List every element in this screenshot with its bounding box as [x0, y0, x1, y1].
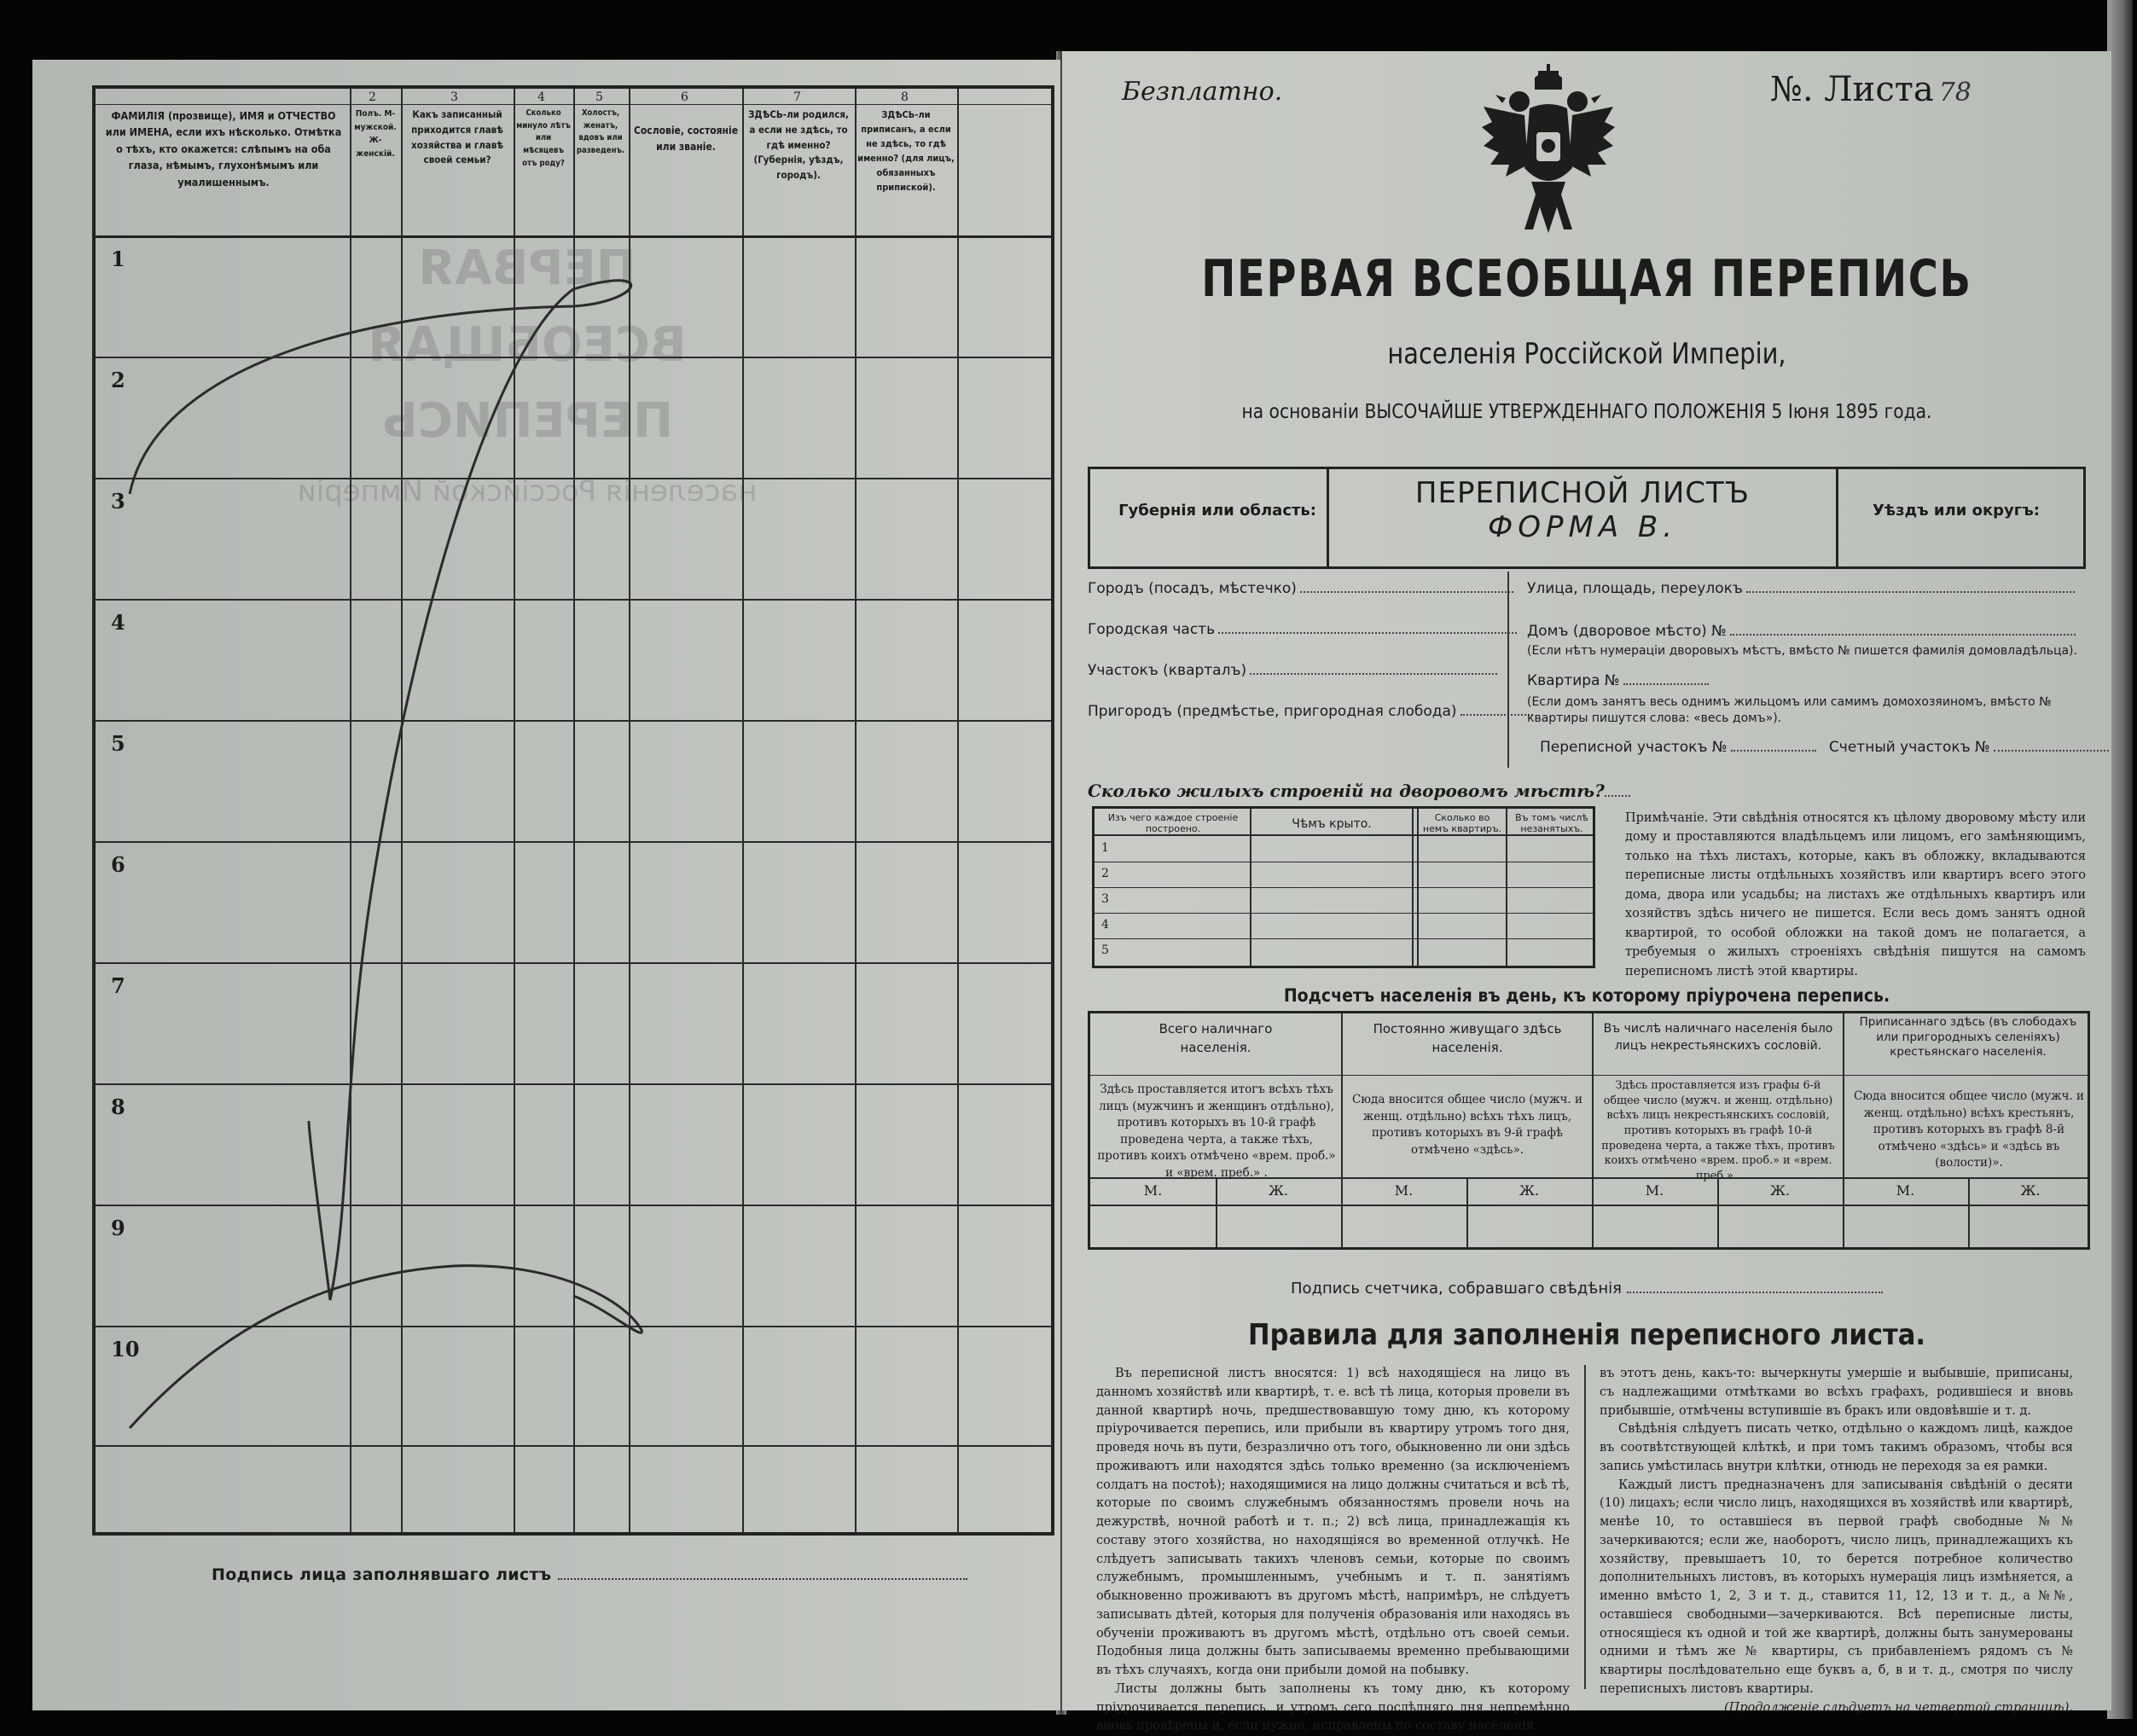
- population-count-title: Подсчетъ населенія въ день, къ которому пріурочена перепись.: [1283, 985, 1890, 1006]
- col-header-sex: Полъ. М-мужской. Ж-женскій.: [354, 109, 397, 159]
- row-number: 9: [111, 1216, 125, 1240]
- bld-header-vacant: Въ томъ числѣ незанятыхъ.: [1515, 812, 1588, 835]
- row-number: 6: [111, 852, 125, 877]
- cancellation-stroke: [96, 89, 1058, 1539]
- uezd-label: Уѣздъ или округъ:: [1873, 502, 2040, 520]
- city-field: [1088, 580, 1513, 597]
- rules-paragraph: Свѣдѣнія слѣдуетъ писать четко, отдѣльно о каждомъ лицѣ, каждое въ соотвѣтствующей клѣткѣ, и при томъ такимъ образомъ, чтобы вся запись умѣстилась внутри клѣтки, отнюдь не переходя за ея рамки.: [1600, 1422, 2073, 1473]
- buildings-question-text: Сколько жилыхъ строеній на дворовомъ мѣстѣ?: [1088, 781, 1605, 801]
- address-divider: [1507, 572, 1509, 768]
- right-page: [1062, 51, 2111, 1733]
- row-number: 2: [111, 368, 125, 392]
- city-label: Городъ (посадъ, мѣстечко): [1088, 580, 1297, 597]
- bld-header-roof: Чѣмъ крыто.: [1292, 817, 1372, 831]
- sheet-number-label: №. Листа: [1770, 70, 1934, 109]
- uezd-field: [1836, 469, 2083, 566]
- col-number-6: 6: [681, 90, 688, 104]
- bld-row-number: 5: [1101, 943, 1109, 957]
- suburb-label: Пригородъ (предмѣстье, пригородная слобода): [1088, 703, 1457, 720]
- col-header-marital: Холостъ, женатъ, вдовъ или разведенъ.: [576, 108, 625, 156]
- bld-row-number: 2: [1101, 867, 1109, 880]
- main-title: ПЕРВАЯ ВСЕОБЩАЯ ПЕРЕПИСЬ: [1201, 249, 1972, 309]
- apartment-label: Квартира №: [1527, 672, 1620, 689]
- gubernia-label: Губернія или область:: [1118, 502, 1316, 520]
- female-label: Ж.: [1519, 1182, 1540, 1199]
- female-label: Ж.: [1769, 1182, 1791, 1199]
- population-count-table: [1088, 1011, 2090, 1250]
- counter-signature-line: [1062, 1280, 2111, 1298]
- free-label: Безплатно.: [1122, 77, 1283, 107]
- filler-signature-label: Подпись лица заполнявшаго листъ: [212, 1565, 552, 1584]
- basis-line: на основаніи ВЫСОЧАЙШЕ УТВЕРЖДЕННАГО ПОЛОЖЕНІЯ 5 Іюня 1895 года.: [1241, 401, 1932, 423]
- row-number: 4: [111, 610, 125, 635]
- col-number-7: 7: [793, 90, 801, 104]
- col-number-5: 5: [595, 90, 603, 104]
- house-field: [1527, 623, 2076, 640]
- col-header-birthplace: ЗДѢСЬ-ли родился, а если не здѣсь, то гдѣ именно? (Губернія, уѣздъ, городъ).: [748, 108, 849, 182]
- street-label: Улица, площадь, переулокъ: [1527, 580, 1743, 597]
- female-label: Ж.: [2020, 1182, 2041, 1199]
- count-header-total: Всего наличнаго населенія.: [1159, 1021, 1273, 1055]
- count-header-permanent: Постоянно живущаго здѣсь населенія.: [1373, 1021, 1562, 1055]
- rules-paragraph: въ этотъ день, какъ-то: вычеркнуты умершіе и выбывшіе, приписаны, съ надлежащими отмѣтками во всѣхъ графахъ, родившіеся и вновь прибывшіе, отмѣчены вступившіе въ бракъ или овдовѣвшіе и т. д.: [1600, 1367, 2073, 1418]
- form-title: [1329, 469, 1836, 566]
- city-district-field: [1088, 621, 1517, 638]
- city-district-label: Городская часть: [1088, 621, 1216, 638]
- col-header-relation: Какъ записанный приходится главѣ хозяйства и главѣ своей семьи?: [411, 108, 503, 166]
- bld-row-number: 3: [1101, 892, 1109, 906]
- count-desc-non-peasant: Здѣсь проставляется изъ графы 6-й общее число (мужч. и женщ. отдѣльно) всѣхъ лицъ некрестьянскихъ сословій, противъ которыхъ въ графѣ 10-й проведена черта, а также тѣхъ, противъ коихъ отмѣчено «врем. проб.» и «врем. преб.» .: [1601, 1079, 1835, 1182]
- street-field: [1527, 580, 2075, 597]
- double-headed-eagle-icon: [1480, 64, 1617, 239]
- col-number-3: 3: [450, 90, 458, 104]
- sheet-number-handwritten: 78: [1938, 78, 1971, 107]
- female-label: Ж.: [1268, 1182, 1289, 1199]
- census-table: [92, 85, 1054, 1536]
- bld-header-material: Изъ чего каждое строеніе построено.: [1107, 812, 1239, 835]
- male-label: М.: [1143, 1182, 1163, 1199]
- apartment-note: (Если домъ занятъ весь однимъ жильцомъ или самимъ домохозяиномъ, вмѣсто № квартиры пишутся слова: «весь домъ»).: [1527, 695, 2052, 725]
- male-label: М.: [1645, 1182, 1664, 1199]
- col-number-8: 8: [901, 90, 909, 104]
- row-number: 8: [111, 1094, 125, 1119]
- rules-paragraph: Каждый листъ предназначенъ для записыванія свѣдѣній о десяти (10) лицахъ; если число лицъ, находящихся въ хозяйствѣ или квартирѣ, менѣе 10, то оставшіеся въ первой графѣ свободные №№ зачеркиваются; если же, наоборотъ, число лицъ, принадлежащихъ къ хозяйству, превышаетъ 10, то берется потребное количество дополнительныхъ листовъ, въ которыхъ нумерація лицъ измѣняется, а именно вмѣсто 1, 2, 3 и т. д., ставится 11, 12, 13 и т. д., а №№, оставшіеся свободными—зачеркиваются. Всѣ переписные листы, относящіеся къ одной и той же квартирѣ, должны быть занумерованы одними и тѣмъ же № квартиры, съ прибавленіемъ рядомъ съ № квартиры послѣдовательно еще буквъ а, б, в и т. д., смотря по числу переписныхъ листовъ квартиры.: [1600, 1478, 2073, 1696]
- census-plot-field: [1540, 739, 2109, 756]
- region-box: [1088, 467, 2086, 569]
- form-title-line-2: ФОРМА В.: [1487, 510, 1678, 544]
- bld-row-number: 1: [1101, 841, 1109, 855]
- rules-paragraph: Листы должны быть заполнены къ тому дню, къ которому пріурочивается перепись, и утромъ сего послѣдняго дня непремѣнно вновь провѣрены и, если нужно, исправлены по составу населенія: [1096, 1681, 1570, 1733]
- sheet-number: [1770, 70, 1971, 109]
- count-header-peasant: Приписаннаго здѣсь (въ слободахъ или пригородныхъ селеніяхъ) крестьянскаго населенія.: [1859, 1015, 2077, 1060]
- filler-signature-line: [212, 1565, 967, 1584]
- rules-paragraph: Въ переписной листъ вносятся: 1) всѣ находящіеся на лицо въ данномъ хозяйствѣ или квартирѣ, т. е. всѣ тѣ лица, которыя провели въ данной квартирѣ ночь, предшествовавшую тому дню, къ которому пріурочивается перепись, или прибыли въ квартиру утромъ того дня, проведя ночь въ пути, безразлично отъ того, обыкновенно ли они здѣсь проживаютъ или находятся здѣсь только временно (за исключеніемъ солдатъ на постоѣ); находящимися на лицо должны считаться и всѣ тѣ, которые по своимъ служебнымъ обязанностямъ провели ночь на дежурствѣ, ночной работѣ и т. п.; 2) всѣ лица, принадлежащія къ составу этого хозяйства, но находящіяся во временной отлучкѣ. Не слѣдуетъ записывать такихъ членовъ семьи, которые по своимъ служебнымъ, промышленнымъ, учебнымъ и т. п. занятіямъ обыкновенно проживаютъ въ другомъ мѣстѣ, напримѣръ, не слѣдуетъ записывать дѣтей, которыя для полученія образованія или находясь въ обученіи проживаютъ въ другомъ мѣстѣ, отдѣльно отъ своей семьи. Подобныя лица должны быть записываемы временно пребывающими въ тѣхъ случаяхъ, когда они прибыли домой на побывку.: [1096, 1367, 1570, 1677]
- counter-signature-label: Подпись счетчика, собравшаго свѣдѣнія: [1291, 1280, 1622, 1298]
- col-header-age: Сколько минуло лѣтъ или мѣсяцевъ отъ роду?: [516, 108, 571, 168]
- census-plot-label: Переписной участокъ №: [1540, 739, 1728, 756]
- col-header-registration: ЗДѢСЬ-ли приписанъ, а если не здѣсь, то гдѣ именно? (для лицъ, обязанныхъ припиской).: [857, 109, 955, 194]
- rules-column-right: [1600, 1365, 2073, 1717]
- count-desc-peasant: Сюда вносится общее число (мужч. и женщ. отдѣльно) всѣхъ крестьянъ, противъ которыхъ въ графѣ 8-й отмѣчено «здѣсь» и «здѣсь въ (волости)».: [1853, 1089, 2085, 1170]
- row-number: 3: [111, 489, 125, 514]
- col-number-4: 4: [537, 90, 545, 104]
- row-number: 1: [111, 247, 125, 271]
- quarter-field: [1088, 662, 1497, 679]
- row-number: 5: [111, 731, 125, 756]
- count-desc-total: Здѣсь проставляется итогъ всѣхъ тѣхъ лицъ (мужчинъ и женщинъ отдѣльно), противъ которыхъ въ 10-й графѣ проведена черта, а также тѣхъ, противъ коихъ отмѣчено «врем. проб.» и «врем. преб.» .: [1097, 1083, 1336, 1180]
- col-header-name: ФАМИЛІЯ (прозвище), ИМЯ и ОТЧЕСТВО или ИМЕНА, если ихъ нѣсколько. Отмѣтка о тѣхъ, кто окажется: слѣпымъ на оба глаза, нѣмымъ, глухонѣмымъ или умалишеннымъ.: [105, 109, 342, 189]
- rules-title: Правила для заполненія переписного листа.: [1247, 1318, 1926, 1352]
- bld-header-apartments: Сколько во немъ квартиръ.: [1422, 812, 1502, 835]
- quarter-label: Участокъ (кварталъ): [1088, 662, 1247, 679]
- sub-title: населенія Россійской Имперіи,: [1387, 337, 1786, 371]
- rules-divider: [1584, 1365, 1586, 1689]
- row-number: 7: [111, 973, 125, 998]
- bld-row-number: 4: [1101, 918, 1109, 932]
- counting-plot-label: Счетный участокъ №: [1828, 739, 1990, 756]
- count-desc-permanent: Сюда вносится общее число (мужч. и женщ. отдѣльно) всѣхъ тѣхъ лицъ, противъ которыхъ въ 9-й графѣ отмѣчено «здѣсь».: [1351, 1093, 1583, 1157]
- col-number-2: 2: [369, 90, 376, 104]
- apartment-field: [1527, 672, 1709, 689]
- bleed-through-text: ПЕРВАЯ ВСЕОБЩАЯ ПЕРЕПИСЬ населенія Россійской Имперіи: [297, 241, 758, 508]
- gubernia-field: [1090, 469, 1329, 566]
- house-label: Домъ (дворовое мѣсто) №: [1527, 623, 1727, 640]
- male-label: М.: [1394, 1182, 1414, 1199]
- count-header-non-peasant: Въ числѣ наличнаго населенія было лицъ некрестьянскихъ сословій.: [1603, 1022, 1833, 1054]
- rules-continuation-note: (Продолженіе слѣдуетъ на четвертой страницѣ).: [1723, 1700, 2073, 1715]
- male-label: М.: [1896, 1182, 1915, 1199]
- suburb-field: [1088, 703, 1533, 720]
- house-note: (Если нѣтъ нумераціи дворовыхъ мѣстъ, вмѣсто № пишется фамилія домовладѣльца).: [1527, 644, 2077, 658]
- buildings-note: Примѣчаніе. Эти свѣдѣнія относятся къ цѣлому дворовому мѣсту или дому и проставляются владѣльцемъ или лицомъ, его замѣняющимъ, только на тѣхъ листахъ, которые, какъ въ обложку, вкладываются переписные листы отдѣльныхъ хозяйствъ или квартиръ всего этого дома, двора или усадьбы; на листахъ же отдѣльныхъ квартиръ или хозяйствъ здѣсь ничего не пишется. Если весь домъ занятъ одной квартирой, то особой обложки на такой домъ не полагается, а требуемыя о жилыхъ строеніяхъ свѣдѣнія пишутся на самомъ переписномъ листѣ этой квартиры.: [1625, 811, 2086, 978]
- rules-column-left: [1096, 1365, 1570, 1736]
- left-page: [32, 60, 1060, 1710]
- row-number: 10: [111, 1337, 140, 1362]
- form-title-line-1: ПЕРЕПИСНОЙ ЛИСТЪ: [1414, 476, 1751, 510]
- buildings-question: [1088, 781, 1630, 801]
- buildings-table: [1092, 806, 1595, 968]
- col-header-estate: Сословіе, состояніе или званіе.: [633, 125, 739, 153]
